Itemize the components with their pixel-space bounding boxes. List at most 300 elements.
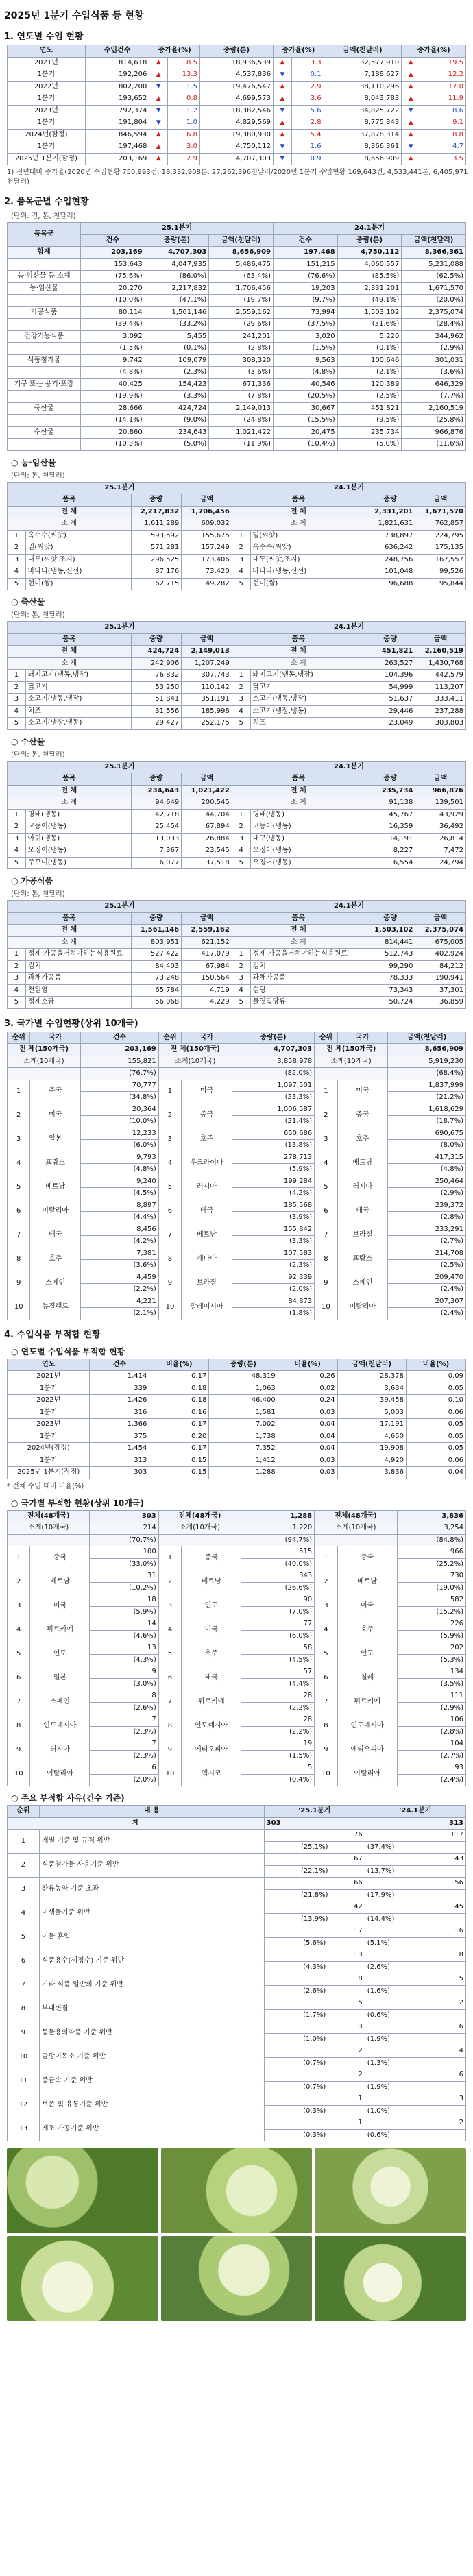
table-cell: 3 <box>315 1594 337 1618</box>
nonconform-country-table-wrap <box>7 1510 466 1787</box>
table-cell: 402,924 <box>415 949 466 961</box>
table-cell: 3,254 <box>397 1522 465 1535</box>
table-cell: (33.0%) <box>90 1558 158 1570</box>
table-cell: 미생물기준 위반 <box>39 1901 264 1925</box>
table-cell: 1.0 <box>168 117 200 130</box>
table-cell: 잔류농약 기준 초과 <box>39 1878 264 1901</box>
table-row <box>8 129 466 141</box>
table-cell: 18,936,539 <box>199 57 273 69</box>
col-rank: 순위 <box>8 1806 40 1818</box>
table-cell: 3,020 <box>274 330 338 343</box>
table-cell: 70,777 <box>81 1080 159 1092</box>
table-row <box>8 809 466 821</box>
table-cell: 19,380,930 <box>199 129 273 141</box>
table-cell: 150,564 <box>182 973 232 985</box>
table-row <box>8 960 466 973</box>
column-header: 금액 <box>415 633 466 646</box>
table-cell: (2.6%) <box>90 1702 158 1714</box>
table-cell: 소계(10개국) <box>158 1522 241 1535</box>
table-cell: (1.0%) <box>264 2033 365 2045</box>
table-row <box>8 295 466 307</box>
table-cell: 193,652 <box>85 93 149 106</box>
table-cell: 7,352 <box>209 1443 278 1455</box>
table-cell: (49.1%) <box>337 295 402 307</box>
table-cell: 건강기능식품 <box>8 330 81 343</box>
table-cell: 태국 <box>182 1666 241 1690</box>
table-cell: 14,191 <box>365 833 415 845</box>
table-cell: 2,160,519 <box>402 402 466 415</box>
col-2024q1: '24.1분기 <box>365 1806 465 1818</box>
table-cell: ▲ <box>273 117 291 130</box>
table-cell: 1,220 <box>241 1522 315 1535</box>
table-cell: 23,049 <box>365 718 415 730</box>
table-row <box>8 681 466 694</box>
table-cell: 돼지고기(냉동,냉장) <box>250 670 365 682</box>
col-weight: 중량(톤) <box>199 45 273 58</box>
table-cell <box>8 343 81 355</box>
table-cell: ▼ <box>273 153 291 165</box>
table-cell: 0.03 <box>278 1407 337 1419</box>
table-cell <box>8 295 81 307</box>
table-subheader <box>8 633 466 646</box>
table-cell: 16 <box>365 1925 465 1938</box>
table-cell <box>315 1068 388 1080</box>
table-cell: (76.7%) <box>81 1068 159 1080</box>
table-cell: 241,201 <box>209 330 274 343</box>
table-cell: 10 <box>8 1296 30 1320</box>
category-header-top <box>8 223 466 235</box>
table-cell: ▲ <box>149 129 168 141</box>
table-cell: 6 <box>8 1200 30 1224</box>
table-cell: 80,114 <box>81 306 145 319</box>
table-cell: 0.09 <box>407 1371 466 1383</box>
table-cell: 48,319 <box>209 1371 278 1383</box>
table-cell: 닭고기 <box>250 681 365 694</box>
table-cell: (70.7%) <box>90 1534 158 1546</box>
table-cell: (62.5%) <box>402 271 466 283</box>
table-cell: ▲ <box>273 93 291 106</box>
table-cell: (86.0%) <box>145 271 209 283</box>
table-cell: 10 <box>158 1762 181 1786</box>
table-cell: 1 <box>8 949 26 961</box>
table-cell: 4,229 <box>182 997 232 1009</box>
table-cell: 303 <box>90 1467 149 1479</box>
table-cell: 8 <box>315 1248 337 1272</box>
table-cell: 뉴질랜드 <box>30 1296 81 1320</box>
table-cell: 4,650 <box>337 1431 406 1443</box>
table-row <box>8 949 466 961</box>
table-row <box>8 1830 466 1842</box>
table-cell: 237,288 <box>415 705 466 718</box>
subsection-heading: ○ 가공식품 <box>11 876 53 886</box>
cabbage-photo <box>7 2236 158 2321</box>
table-row <box>8 1443 466 1455</box>
table-cell: (19.9%) <box>81 391 145 403</box>
table-row <box>8 282 466 295</box>
table-cell: 9,240 <box>81 1176 159 1188</box>
table-cell: 0.03 <box>278 1467 337 1479</box>
table-cell: 2022년 <box>8 81 86 93</box>
table-row <box>8 415 466 427</box>
table-cell: (14.1%) <box>81 415 145 427</box>
col-sub-weight: 중량(톤) <box>337 234 402 247</box>
table-cell: 2,149,013 <box>182 646 232 658</box>
table-cell: 소 계 <box>232 518 365 531</box>
table-cell: 중국 <box>337 1104 388 1128</box>
table-cell: 846,594 <box>85 129 149 141</box>
table-cell: 571,281 <box>131 542 182 555</box>
table-cell: 0.15 <box>149 1467 209 1479</box>
table-cell: 1분기 <box>8 1455 90 1467</box>
table-cell: (2.2%) <box>81 1284 159 1296</box>
table-cell: 0.06 <box>407 1455 466 1467</box>
table-cell: 46,400 <box>209 1395 278 1407</box>
table-cell: 1 <box>8 1546 30 1570</box>
total-row <box>8 1044 466 1056</box>
section-4-heading: 4. 수입식품 부적합 현황 <box>4 1329 101 1340</box>
table-cell: 8 <box>264 1973 365 1986</box>
column-header: 품목 <box>8 773 132 786</box>
table-cell: (4.3%) <box>264 1961 365 1973</box>
table-cell: 203,169 <box>85 153 149 165</box>
table-cell: (0.6%) <box>365 2009 465 2021</box>
table-cell: 9 <box>8 2021 40 2045</box>
table-cell: (23.3%) <box>232 1092 314 1104</box>
col-2025q1: '25.1분기 <box>264 1806 365 1818</box>
table-cell: 235,734 <box>365 785 415 797</box>
table-cell: (24.8%) <box>209 415 274 427</box>
table-cell: 4,221 <box>81 1296 159 1308</box>
table-cell: (9.5%) <box>337 415 402 427</box>
table-cell: 호주 <box>337 1618 397 1642</box>
table-cell: 2025년 1분기(잠정) <box>8 153 86 165</box>
table-cell: (28.4%) <box>402 319 466 331</box>
table-cell: ▼ <box>273 105 291 117</box>
table-cell: 512,743 <box>365 949 415 961</box>
table-cell <box>8 391 81 403</box>
category-table-wrap <box>7 222 466 451</box>
table-cell: 343 <box>241 1570 315 1583</box>
table-cell: 109,079 <box>145 354 209 367</box>
table-cell: (4.3%) <box>90 1654 158 1666</box>
table-cell: (31.6%) <box>337 319 402 331</box>
table-row <box>8 117 466 130</box>
period-header: 24.1분기 <box>232 482 465 494</box>
table-cell: 13,033 <box>131 833 182 845</box>
table-cell: 190,941 <box>415 973 466 985</box>
table-cell: 중국 <box>337 1546 397 1570</box>
section-1-note: 1) 전년대비 증가율(2020년 수입현황 750,993건, 18,332,908톤, 27,262,396천달러/2020년 1분기 수입현황 169,643건, 4,533,441톤, 6,405,971천달러) <box>7 169 468 186</box>
table-cell: 1,063 <box>209 1383 278 1395</box>
table-cell: 8,227 <box>365 845 415 858</box>
table-cell: 주꾸미(냉동) <box>25 857 131 869</box>
table-row <box>8 426 466 439</box>
table-cell: 전 체 <box>8 785 132 797</box>
table-cell: 9 <box>8 1272 30 1296</box>
table-cell: 태국 <box>30 1224 81 1248</box>
table-cell: 개별 기준 및 규격 위반 <box>39 1830 264 1854</box>
table-header <box>8 622 466 634</box>
table-cell: (1.6%) <box>365 1985 465 1997</box>
table-cell: ▼ <box>149 117 168 130</box>
table-cell: 명태(냉동) <box>250 809 365 821</box>
subtotal-row <box>8 936 466 949</box>
table-cell: 621,152 <box>182 936 232 949</box>
table-cell: 4 <box>232 566 250 579</box>
table-cell: ▲ <box>149 93 168 106</box>
table-cell: 8 <box>158 1248 181 1272</box>
table-cell: 316 <box>90 1407 149 1419</box>
table-cell: 424,724 <box>131 646 182 658</box>
table-cell: 2 <box>365 1997 465 2010</box>
table-cell: 일본 <box>30 1128 81 1152</box>
table-cell: (2.1%) <box>81 1308 159 1320</box>
table-cell: 45,767 <box>365 809 415 821</box>
table-cell: 전체(48개국) <box>158 1510 241 1522</box>
table-cell: 451,821 <box>365 646 415 658</box>
table-cell: 8 <box>8 1714 30 1738</box>
table-cell: 6 <box>158 1200 181 1224</box>
subsection-heading: ○ 농·임산물 <box>11 457 56 467</box>
table-cell: 3,836 <box>397 1510 465 1522</box>
table-cell: 8,775,343 <box>324 117 402 130</box>
col-year: 연도 <box>8 45 86 58</box>
col-count: 건수 <box>81 1032 159 1044</box>
table-cell: 튀르키예 <box>30 1618 90 1642</box>
table-cell: 1분기 <box>8 117 86 130</box>
col-weight-rate: 증가율(%) <box>273 45 324 58</box>
table-cell: 치즈 <box>250 718 365 730</box>
table-cell: 0.05 <box>407 1419 466 1431</box>
table-row <box>8 705 466 718</box>
table-cell: 인도 <box>182 1594 241 1618</box>
table-cell: 814,618 <box>85 57 149 69</box>
table-cell: 2,559,162 <box>209 306 274 319</box>
table-cell: (25.1%) <box>264 1841 365 1854</box>
table-row <box>8 319 466 331</box>
table-cell: 94,649 <box>131 797 182 810</box>
table-cell: 소 계 <box>232 657 365 670</box>
table-cell: 캐나다 <box>182 1248 232 1272</box>
table-cell: 17.0 <box>420 81 466 93</box>
table-cell: 0.05 <box>407 1383 466 1395</box>
total-row <box>8 646 466 658</box>
table-cell: 67 <box>264 1854 365 1866</box>
table-cell: (75.6%) <box>81 271 145 283</box>
table-cell: (25.8%) <box>402 415 466 427</box>
col-2025q1: 25.1분기 <box>81 223 274 235</box>
table-cell: 77 <box>241 1618 315 1631</box>
col-sub-amount: 금액(천달러) <box>209 234 274 247</box>
table-cell: 2 <box>8 821 26 834</box>
table-cell: 113,207 <box>415 681 466 694</box>
table-row <box>8 1371 466 1383</box>
table-cell: 현미(쌀) <box>250 578 365 590</box>
table-cell: ▲ <box>402 93 420 106</box>
table-row <box>8 69 466 82</box>
table-cell: 2 <box>365 2117 465 2130</box>
table-cell: 4 <box>8 1901 40 1925</box>
table-cell: 224,795 <box>415 530 466 542</box>
table-row <box>8 1200 466 1212</box>
table-cell: 오징어(냉동) <box>25 845 131 858</box>
country-import-table <box>7 1032 466 1320</box>
table-cell: 5 <box>8 997 26 1009</box>
total-row <box>8 1068 466 1080</box>
table-cell: 111 <box>397 1690 465 1703</box>
table-cell: 3 <box>264 2021 365 2034</box>
table-cell: 19,476,547 <box>199 81 273 93</box>
table-cell: 100 <box>90 1546 158 1559</box>
table-subheader <box>8 494 466 507</box>
table-cell: 26,814 <box>415 833 466 845</box>
table-cell: 19.5 <box>420 57 466 69</box>
table-cell: 소계(10개국) <box>8 1522 90 1535</box>
col-weight: 중량(톤) <box>209 1359 278 1371</box>
table-cell: 치즈 <box>25 705 131 718</box>
table-cell: 소고기(냉동,냉장) <box>250 694 365 706</box>
table-cell: (82.0%) <box>232 1068 314 1080</box>
table-cell: 96,688 <box>365 578 415 590</box>
table-cell: 베트남 <box>30 1570 90 1594</box>
table-row <box>8 1224 466 1236</box>
table-cell: 1분기 <box>8 69 86 82</box>
table-cell: 2,160,519 <box>415 646 466 658</box>
table-cell: 67,894 <box>182 821 232 834</box>
table-cell: ▲ <box>402 81 420 93</box>
table-cell: 57 <box>241 1666 315 1679</box>
table-cell: (2.6%) <box>264 1985 365 1997</box>
column-header: 중량 <box>131 494 182 507</box>
table-cell: 1 <box>8 809 26 821</box>
table-cell: 17 <box>264 1925 365 1938</box>
table-row <box>8 1997 466 2010</box>
table-cell: (63.4%) <box>209 271 274 283</box>
table-cell: 1,021,422 <box>182 785 232 797</box>
table-cell: (4.8%) <box>274 367 338 379</box>
table-cell: 2 <box>264 2045 365 2058</box>
table-subheader <box>8 912 466 925</box>
table-cell: (5.1%) <box>365 1937 465 1949</box>
table-cell: 0.06 <box>407 1407 466 1419</box>
table-cell: (34.8%) <box>81 1092 159 1104</box>
col-count: 건수 <box>90 1359 149 1371</box>
table-cell: 2,217,832 <box>145 282 209 295</box>
table-cell: 설탕 <box>250 984 365 997</box>
table-row <box>8 1431 466 1443</box>
table-cell: 4 <box>315 1152 337 1176</box>
table-cell: 11 <box>8 2069 40 2093</box>
table-cell: 4 <box>365 2045 465 2058</box>
table-cell: (3.6%) <box>209 367 274 379</box>
table-cell: 1,503,102 <box>337 306 402 319</box>
table-cell: 104,396 <box>365 670 415 682</box>
table-cell: 칠레 <box>337 1666 397 1690</box>
table-cell: 돼지고기(냉동,냉장) <box>25 670 131 682</box>
table-cell: 45 <box>365 1901 465 1914</box>
table-cell: 93 <box>397 1762 465 1775</box>
table-cell: 351,191 <box>182 694 232 706</box>
table-cell: 99,290 <box>365 960 415 973</box>
table-row <box>8 2117 466 2130</box>
table-cell: (37.4%) <box>365 1841 465 1854</box>
table-cell: 아귀(냉동) <box>25 833 131 845</box>
table-cell: 636,242 <box>365 542 415 555</box>
table-cell: (68.4%) <box>388 1068 466 1080</box>
subsection-unit: (단위: 톤, 천달러) <box>11 611 65 619</box>
table-cell: (18.7%) <box>388 1116 466 1128</box>
column-header: 품목 <box>8 494 132 507</box>
table-cell: 1,706,456 <box>209 282 274 295</box>
table-cell: 13 <box>90 1642 158 1655</box>
table-cell: 40,546 <box>274 378 338 391</box>
table-cell: (2.7%) <box>397 1750 465 1762</box>
table-cell: 13.3 <box>168 69 200 82</box>
table-cell: 2 <box>232 821 250 834</box>
table-cell: 2023년 <box>8 1419 90 1431</box>
table-cell: 2 <box>8 1104 30 1128</box>
table-cell: 313 <box>90 1455 149 1467</box>
table-cell: (2.0%) <box>90 1774 158 1786</box>
table-cell: 308,320 <box>209 354 274 367</box>
table-cell: 199,284 <box>232 1176 314 1188</box>
table-row <box>8 330 466 343</box>
table-cell: 197,468 <box>85 141 149 154</box>
table-cell: 4,459 <box>81 1272 159 1284</box>
table-cell: 5 <box>365 1973 465 1986</box>
table-cell: 250,464 <box>388 1176 466 1188</box>
column-header: 금액 <box>182 633 232 646</box>
table-cell: 이물 혼입 <box>39 1925 264 1949</box>
table-cell: 1,671,570 <box>402 282 466 295</box>
table-cell: 8,043,783 <box>324 93 402 106</box>
table-row <box>8 306 466 319</box>
table-cell: (5.0%) <box>145 439 209 451</box>
table-cell: 0.18 <box>149 1395 209 1407</box>
table-cell: 소 계 <box>8 797 132 810</box>
table-cell: (22.1%) <box>264 1865 365 1878</box>
table-cell: 2 <box>8 1854 40 1878</box>
table-cell: (37.5%) <box>274 319 338 331</box>
table-cell: (21.8%) <box>264 1889 365 1901</box>
table-cell: ▲ <box>402 69 420 82</box>
table-cell: 1.5 <box>168 81 200 93</box>
table-cell: 73,248 <box>131 973 182 985</box>
table-cell: 0.20 <box>149 1431 209 1443</box>
table-cell: (2.2%) <box>241 1702 315 1714</box>
table-row <box>8 821 466 834</box>
table-cell: 2,149,013 <box>209 402 274 415</box>
table-cell: 4 <box>8 984 26 997</box>
table-cell: 5 <box>315 1642 337 1666</box>
table-cell: 2 <box>232 681 250 694</box>
table-cell: 1,618,629 <box>388 1104 466 1116</box>
table-cell: 에티오피아 <box>337 1738 397 1762</box>
table-cell: (13.9%) <box>264 1913 365 1925</box>
table-cell: ▼ <box>149 81 168 93</box>
table-cell: 고등어(냉동) <box>250 821 365 834</box>
table-cell: 합계 <box>8 247 81 259</box>
table-cell: 13 <box>264 1949 365 1962</box>
table-cell: 58 <box>241 1642 315 1655</box>
table-cell: ▲ <box>273 129 291 141</box>
table-cell: 정제·가공을거쳐야하는식용원료 <box>25 949 131 961</box>
table-row <box>8 1973 466 1986</box>
table-cell: 4,537,836 <box>199 69 273 82</box>
table-cell: (2.9%) <box>397 1702 465 1714</box>
table-cell: 157,249 <box>182 542 232 555</box>
table-cell: 5 <box>8 857 26 869</box>
